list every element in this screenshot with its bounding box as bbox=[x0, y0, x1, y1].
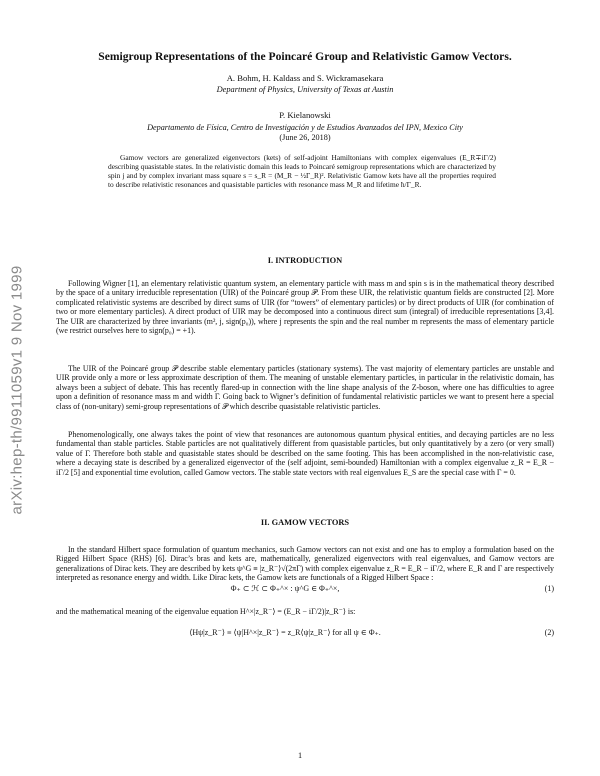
paper-date: (June 26, 2018) bbox=[279, 133, 331, 142]
section-heading-introduction: I. INTRODUCTION bbox=[267, 256, 343, 265]
arxiv-sidebar-stamp bbox=[2, 210, 32, 570]
equation-1-expression: Φ₊ ⊂ ℋ ⊂ Φ₊^× : ψ^G ∈ Φ₊^×, bbox=[230, 584, 340, 593]
arxiv-id[interactable]: arXiv:hep-th/9911059v1 9 Nov 1999 bbox=[8, 265, 26, 515]
equation-2-number: (2) bbox=[544, 628, 554, 637]
page-number: 1 bbox=[297, 751, 303, 760]
abstract: Gamow vectors are generalized eigenvectors (kets) of self-adjoint Hamiltonians with complex eigenvalues (E_R∓iΓ/2) describing quasistable states. In the relativistic domain this leads to Poincaré semigroup representations which are characterized by spin j and by complex invariant mass square s = s_R = (M_R − ½Γ_R)². Relativistic Gamow kets have all the properties required to describe relativistic resonances and quasistable particles with resonance mass M_R and lifetime ħ/Γ_R. bbox=[108, 153, 496, 189]
intro-paragraph-3: Phenomenologically, one always takes the point of view that resonances are autonomous quantum physical entities, and decaying particles are no less fundamental than stable particles. Stable particles are not qualitatively different from quasistable particles, but only quantitatively by a zero (or very small) value of Γ. Therefore both stable and quasistable states should be described on the same footing. This has been accomplished in the non-relativistic case, where a decaying state is described by a generalized eigenvector of the (self adjoint, semi-bounded) Hamiltonian with a complex eigenvalue z_R = E_R − iΓ/2 [5] and exponential time evolution, called Gamow vectors. The stable state vectors with real eigenvalues E_S are the special case with Γ = 0. bbox=[56, 430, 554, 477]
paper-title: Semigroup Representations of the Poincaré Group and Relativistic Gamow Vectors. bbox=[98, 50, 512, 63]
intro-paragraph-2: The UIR of the Poincaré group 𝒫 describe stable elementary particles (stationary systems). The vast majority of elementary particles are unstable and UIR provide only a more or less approximate description of them. The meaning of unstable elementary particles, in particular in the relativistic domain, has always been a subject of debate. This has recently flared-up in connection with the line shape analysis of the Z-boson, where one has difficulties to agree upon a definition of resonance mass m and width Γ. Going back to Wigner’s definition of fundamental relativistic particles we want to present here a special class of (non-unitary) semi-group representations of 𝒫 which describe quasistable relativistic particles. bbox=[56, 364, 554, 411]
affiliation-second: Departamento de Física, Centro de Investigación y de Estudios Avanzados del IPN, Mexico City bbox=[147, 123, 463, 132]
section-heading-gamow-vectors: II. GAMOW VECTORS bbox=[260, 518, 350, 527]
equation-2-expression: ⟨Hψ|z_R⁻⟩ ≡ ⟨ψ|H^×|z_R⁻⟩ = z_R⟨ψ|z_R⁻⟩ for all ψ ∈ Φ₊. bbox=[189, 628, 381, 637]
eigenvalue-text: and the mathematical meaning of the eigenvalue equation H^×|z_R⁻⟩ = (E_R − iΓ/2)|z_R⁻⟩ is: bbox=[56, 607, 356, 616]
author-second: P. Kielanowski bbox=[279, 110, 331, 120]
gamow-paragraph: In the standard Hilbert space formulation of quantum mechanics, such Gamow vectors can not exist and one has to employ a formulation based on the Rigged Hilbert Space (RHS) [6]. Dirac’s bras and kets are, mathematically, generalized eigenvectors with real eigenvalues, and Gamow vectors are generalizations of Dirac kets. They are described by kets ψ^G ≡ |z_R⁻⟩√(2πΓ) with complex eigenvalue z_R = E_R − iΓ/2, where E_R and Γ are respectively interpreted as resonance energy and width. Like Dirac kets, the Gamow kets are functionals of a Rigged Hilbert Space : bbox=[56, 545, 554, 583]
affiliation: Department of Physics, University of Texas at Austin bbox=[216, 85, 394, 94]
intro-paragraph-1: Following Wigner [1], an elementary relativistic quantum system, an elementary particle with mass m and spin s is in the mathematical theory described by the space of a unitary irreducible representation (UIR) of the Poincaré group 𝒫. From these UIR, the relativistic quantum fields are constructed [2]. More complicated relativistic systems are described by direct sums of UIR (for “towers” of elementary particles) or by direct products of UIR (for combination of two or more elementary particles). A direct product of UIR may be decomposed into a continuous direct sum (integral) of irreducible representations [3,4]. The UIR are characterized by three invariants (m², j, sign(p₀)), where j represents the spin and the real number m represents the mass of elementary particle (we restrict ourselves here to sign(p₀) = +1). bbox=[56, 279, 554, 336]
equation-1-number: (1) bbox=[544, 584, 554, 593]
author-list: A. Bohm, H. Kaldass and S. Wickramasekara bbox=[226, 73, 384, 83]
